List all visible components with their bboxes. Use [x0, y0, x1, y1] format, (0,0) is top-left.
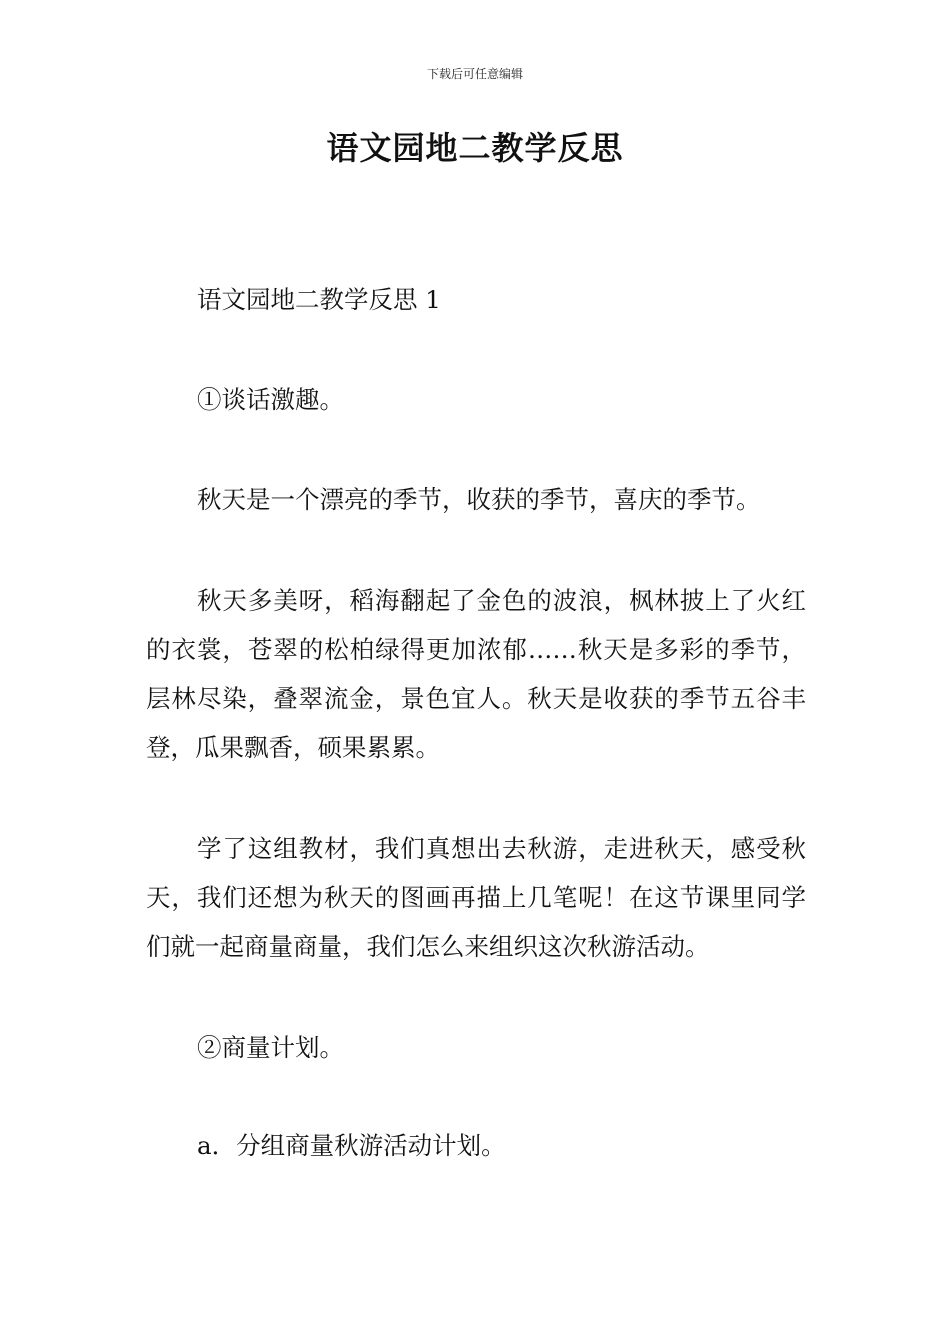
- step-heading-1: ①谈话激趣。: [197, 385, 344, 414]
- header-note: 下载后可任意编辑: [426, 67, 523, 81]
- paragraph-intro: 秋天是一个漂亮的季节，收获的季节，喜庆的季节。: [197, 485, 761, 514]
- section-heading: 语文园地二教学反思 1: [197, 285, 441, 314]
- paragraph-autumn-trip: 学了这组教材，我们真想出去秋游，走进秋天，感受秋天，我们还想为秋天的图画再描上几笔呢！在这节课里同学们就一起商量商量，我们怎么来组织这次秋游活动。: [146, 834, 806, 961]
- paragraph-autumn-description: 秋天多美呀，稻海翻起了金色的波浪，枫林披上了火红的衣裳，苍翠的松柏绿得更加浓郁……秋天是多彩的季节，层林尽染，叠翠流金，景色宜人。秋天是收获的季节五谷丰登，瓜果飘香，硕果累累。: [146, 586, 806, 762]
- document-title: 语文园地二教学反思: [326, 129, 624, 167]
- step-heading-2: ②商量计划。: [197, 1033, 344, 1062]
- list-item-a: a．分组商量秋游活动计划。: [197, 1131, 506, 1160]
